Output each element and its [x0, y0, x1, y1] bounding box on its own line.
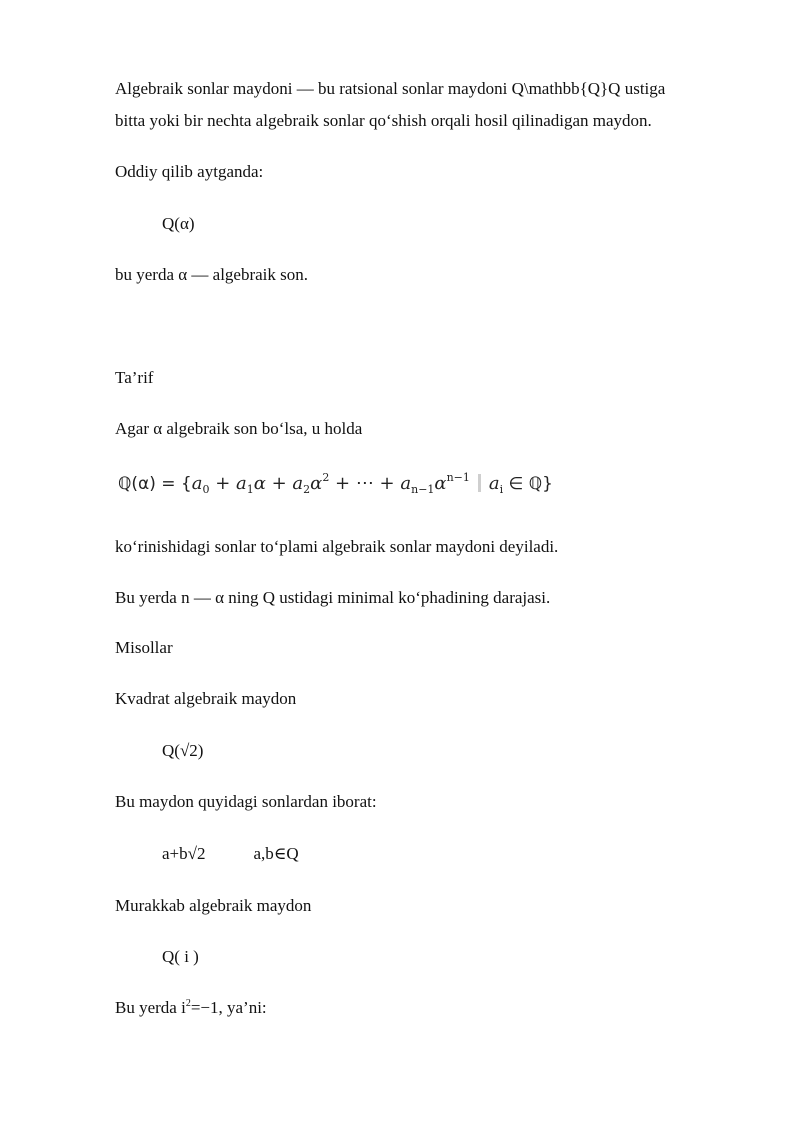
paragraph-if-alpha: Agar α algebraik son bo‘lsa, u holda [115, 419, 363, 438]
formula-dots: + ⋯ + [329, 473, 401, 494]
paragraph-intro-line1: Algebraik sonlar maydoni — bu ratsional sonlar maydoni Q\mathbb{Q}Q ustiga [115, 79, 666, 98]
formula-a-plus-b-sqrt2 [162, 845, 299, 862]
paragraph-alpha-def: bu yerda α — algebraik son. [115, 265, 309, 284]
formula-q-i: Q( i ) [162, 947, 199, 966]
formula-an: a [400, 473, 412, 494]
paragraph-i-squared [115, 999, 267, 1016]
heading-quadratic-field: Kvadrat algebraik maydon [115, 689, 297, 708]
formula-q-sqrt2: Q(√2) [162, 741, 204, 760]
formula-a-b-sqrt2: a+b√2 [162, 844, 206, 863]
formula-expn: n−1 [446, 471, 470, 484]
formula-sub1: 1 [246, 483, 254, 496]
heading-complex-field: Murakkab algebraik maydon [115, 896, 312, 915]
formula-a2: a [292, 473, 304, 494]
formula-q-alpha: Q(α) [162, 214, 195, 233]
paragraph-n-degree: Bu yerda n — α ning Q ustidagi minimal ko‘phadining darajasi. [115, 588, 551, 607]
formula-lhs: ℚ(α) = { [118, 474, 192, 494]
formula-field-definition [118, 472, 553, 495]
formula-divider [478, 474, 481, 492]
heading-definition: Ta’rif [115, 368, 154, 387]
formula-alpha1: α + [253, 473, 293, 494]
formula-subi: i [499, 483, 504, 496]
formula-a0: a [191, 473, 203, 494]
formula-alphan: α [434, 473, 447, 494]
paragraph-field-consists: Bu maydon quyidagi sonlardan iborat: [115, 792, 377, 811]
formula-plus: + [209, 473, 236, 494]
heading-examples: Misollar [115, 638, 173, 657]
paragraph-numbers-set: ko‘rinishidagi sonlar to‘plami algebraik sonlar maydoni deyiladi. [115, 537, 559, 556]
formula-subn: n−1 [411, 483, 435, 496]
i-squared-prefix: Bu yerda i [115, 998, 186, 1017]
formula-ai: a [488, 473, 500, 494]
formula-sub0: 0 [202, 483, 210, 496]
i-squared-suffix: =−1, ya’ni: [190, 998, 267, 1017]
formula-a1: a [236, 473, 247, 494]
paragraph-intro-line2: bitta yoki bir nechta algebraik sonlar qo‘shish orqali hosil qilinadigan maydon. [115, 111, 652, 130]
formula-a-b-in-q: a,b∈Q [253, 844, 299, 863]
formula-sub2: 2 [303, 483, 311, 496]
formula-in-q: ∈ ℚ} [503, 474, 553, 494]
paragraph-simply-put: Oddiy qilib aytganda: [115, 162, 264, 181]
formula-exp2: 2 [322, 471, 330, 484]
formula-alpha2: α [310, 473, 323, 494]
i-squared-exponent: 2 [185, 998, 191, 1009]
